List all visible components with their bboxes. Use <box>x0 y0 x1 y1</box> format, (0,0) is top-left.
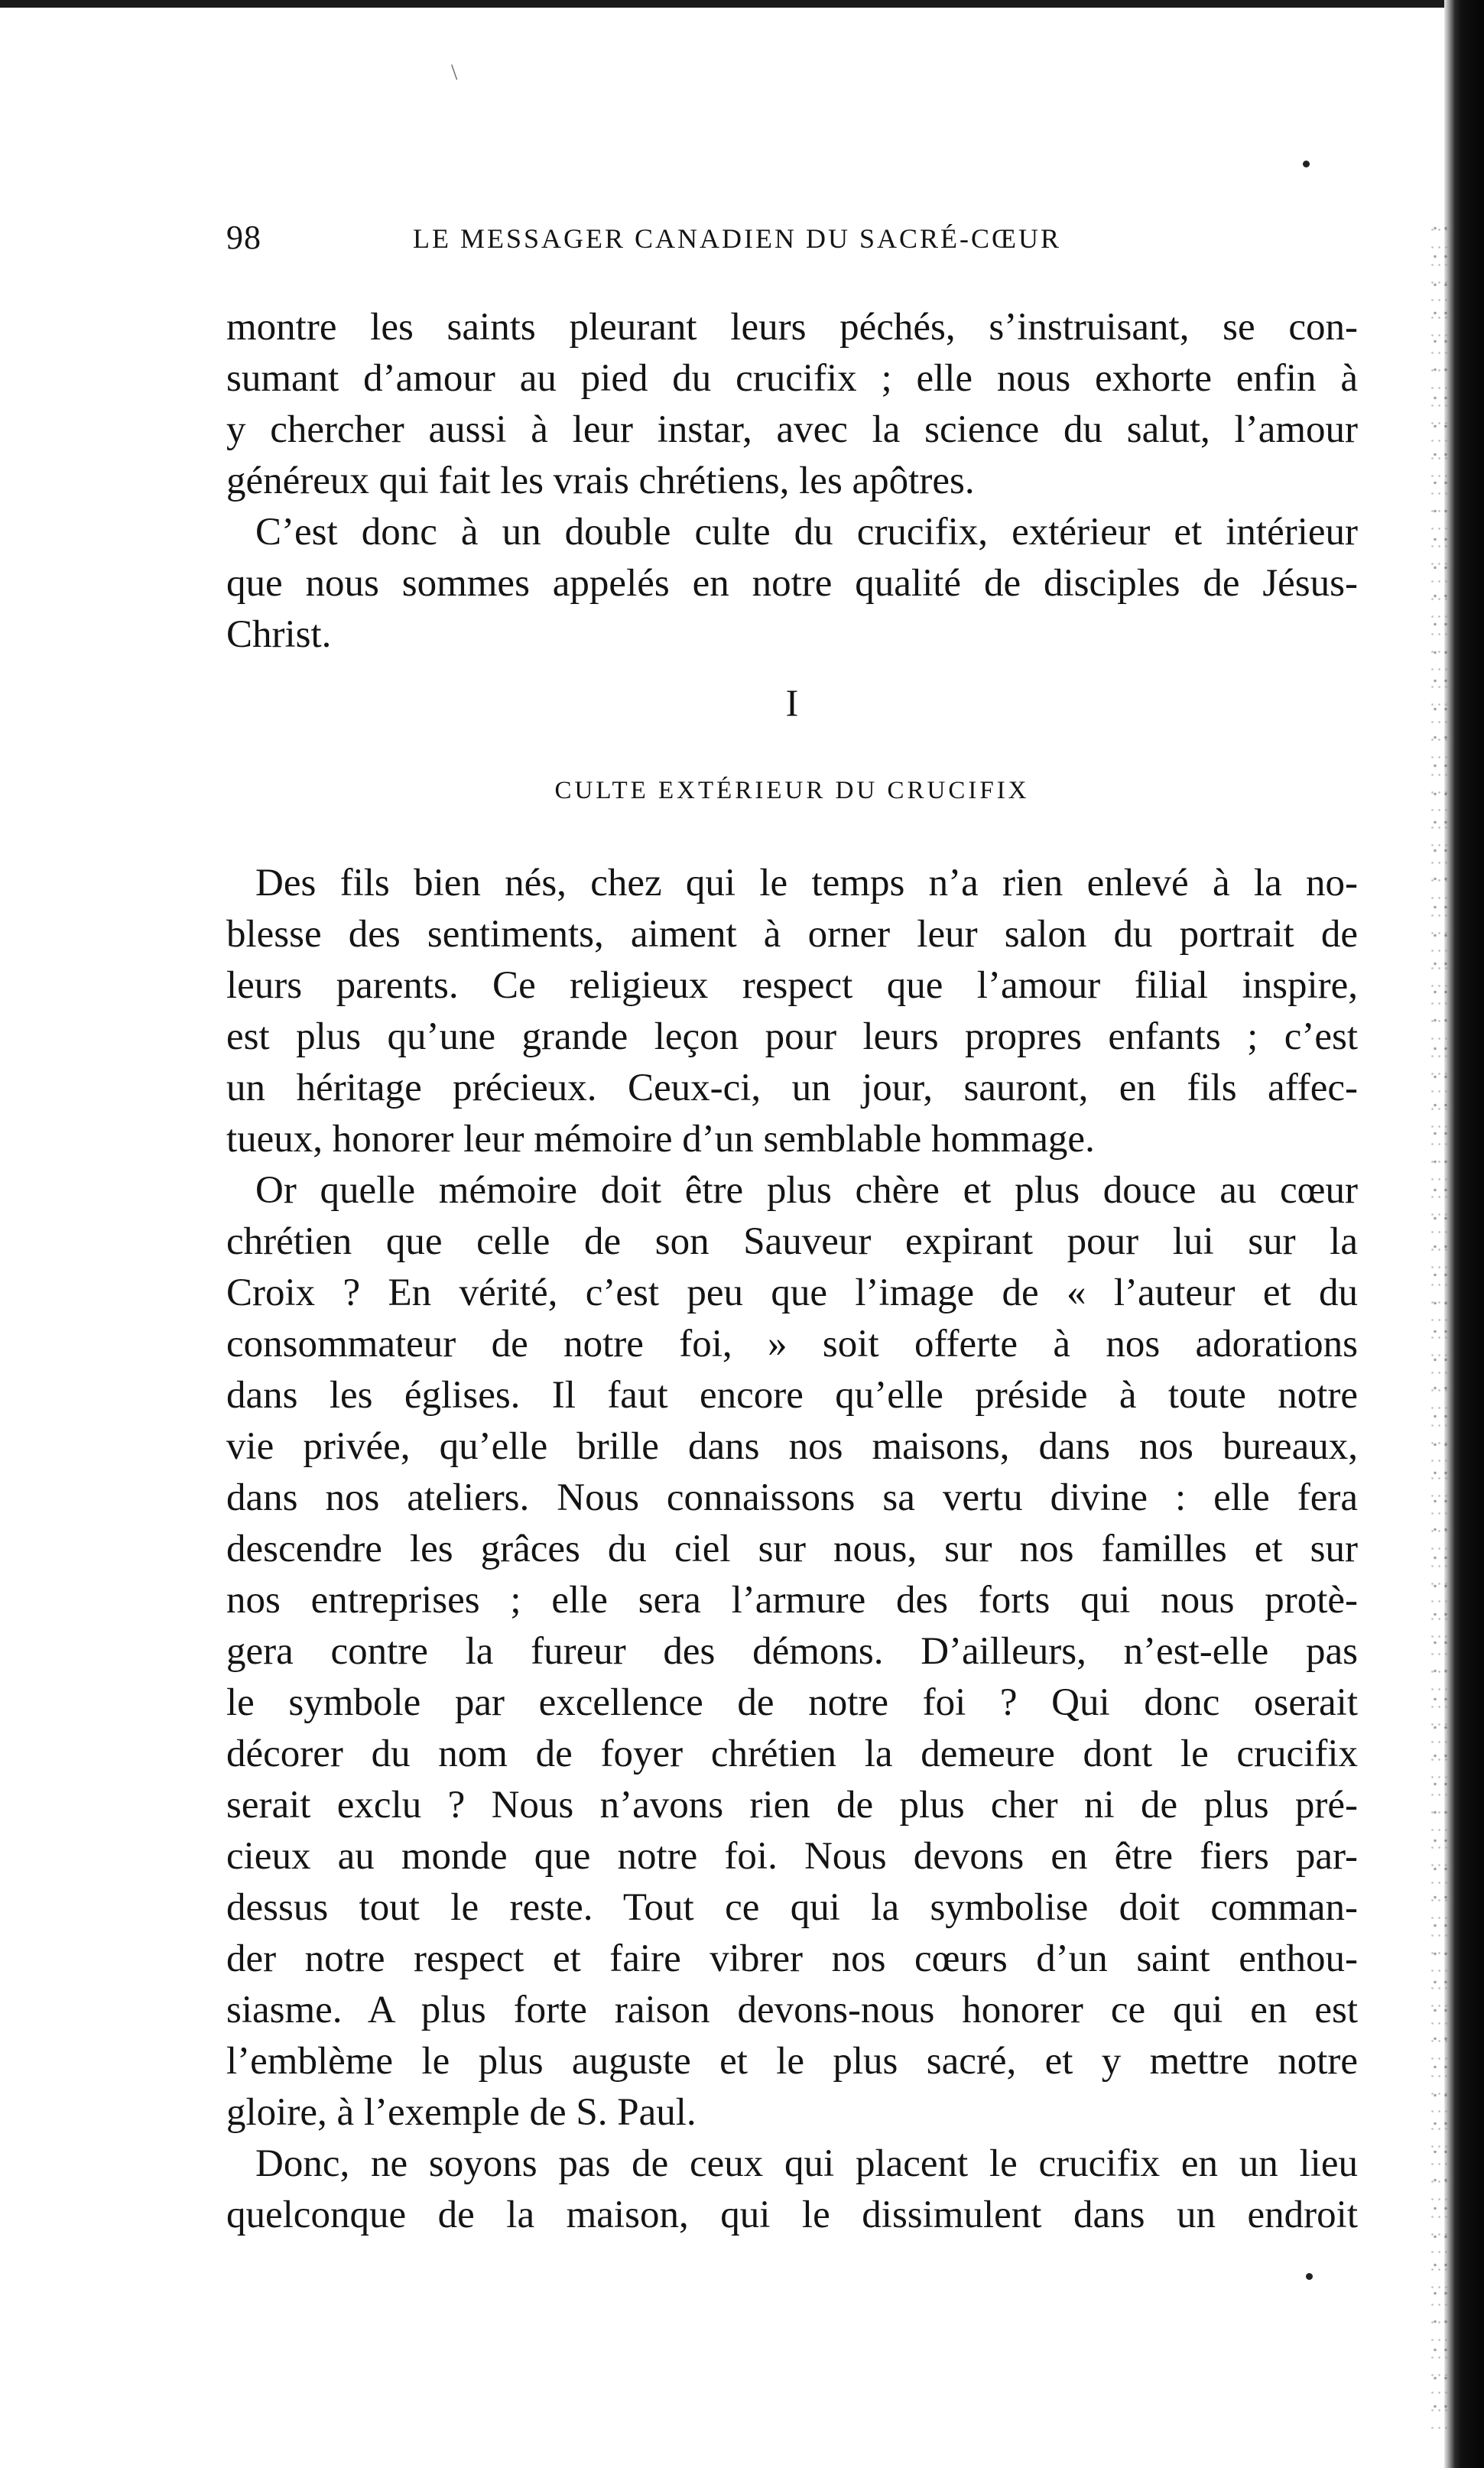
text-line: le symbole par excellence de notre foi ? Qui donc oserait <box>226 1681 1358 1724</box>
paragraph <box>226 1165 1358 2138</box>
ink-dot-top <box>1303 161 1310 167</box>
text-line: serait exclu ? Nous n’avons rien de plus cher ni de plus pré- <box>226 1784 1358 1827</box>
text-line: chrétien que celle de son Sauveur expirant pour lui sur la <box>226 1220 1358 1263</box>
paragraph <box>226 302 1358 507</box>
text-line: siasme. A plus forte raison devons-nous honorer ce qui en est <box>226 1989 1358 2031</box>
text-line: gloire, à l’exemple de S. Paul. <box>226 2091 697 2134</box>
text-line: montre les saints pleurant leurs péchés, s’instruisant, se con- <box>226 306 1358 349</box>
section-numeral: I <box>785 681 799 724</box>
page-number: 98 <box>226 219 261 256</box>
text-line: tueux, honorer leur mémoire d’un semblable hommage. <box>226 1118 1095 1161</box>
text-line: vie privée, qu’elle brille dans nos maisons, dans nos bureaux, <box>226 1425 1358 1468</box>
text-line: décorer du nom de foyer chrétien la demeure dont le crucifix <box>226 1732 1358 1775</box>
text-line: der notre respect et faire vibrer nos cœurs d’un saint enthou- <box>226 1937 1358 1980</box>
text-line: un héritage précieux. Ceux-ci, un jour, sauront, en fils affec- <box>226 1067 1358 1109</box>
text-line: cieux au monde que notre foi. Nous devons en être fiers par- <box>226 1835 1358 1878</box>
text-line: nos entreprises ; elle sera l’armure des forts qui nous protè- <box>226 1579 1358 1622</box>
text-line: dans nos ateliers. Nous connaissons sa vertu divine : elle fera <box>226 1476 1358 1519</box>
paragraph <box>226 2138 1358 2241</box>
text-line: Des fils bien nés, chez qui le temps n’a rien enlevé à la no- <box>255 862 1358 904</box>
text-line: leurs parents. Ce religieux respect que l’amour filial inspire, <box>226 964 1358 1007</box>
running-head <box>226 218 1358 264</box>
body-text <box>226 302 1358 2241</box>
journal-title: LE MESSAGER CANADIEN DU SACRÉ-CŒUR <box>413 223 1062 254</box>
text-line: quelconque de la maison, qui le dissimulent dans un endroit <box>226 2194 1358 2236</box>
text-line: l’emblème le plus auguste et le plus sacré, et y mettre notre <box>226 2040 1358 2083</box>
text-line: consommateur de notre foi, » soit offerte à nos adorations <box>226 1323 1358 1366</box>
text-line: Or quelle mémoire doit être plus chère et plus douce au cœur <box>255 1169 1358 1212</box>
text-line: dans les églises. Il faut encore qu’elle préside à toute notre <box>226 1374 1358 1417</box>
text-line: généreux qui fait les vrais chrétiens, les apôtres. <box>226 460 975 502</box>
text-line: Croix ? En vérité, c’est peu que l’image de « l’auteur et du <box>226 1271 1358 1314</box>
top-border-rule <box>0 0 1449 8</box>
text-line: est plus qu’une grande leçon pour leurs propres enfants ; c’est <box>226 1015 1358 1058</box>
text-line: gera contre la fureur des démons. D’ailleurs, n’est-elle pas <box>226 1630 1358 1673</box>
paragraph <box>226 507 1358 661</box>
text-line: que nous sommes appelés en notre qualité de disciples de Jésus- <box>226 562 1358 605</box>
ink-dot-bottom <box>1306 2273 1313 2280</box>
scan-specks <box>1427 214 1447 2431</box>
text-line: descendre les grâces du ciel sur nous, sur nos familles et sur <box>226 1528 1358 1570</box>
text-line: Donc, ne soyons pas de ceux qui placent le crucifix en un lieu <box>255 2142 1358 2185</box>
text-line: Christ. <box>226 613 332 656</box>
text-line: C’est donc à un double culte du crucifix, extérieur et intérieur <box>255 511 1358 554</box>
stray-mark: \ <box>451 60 458 85</box>
page-edge-shadow <box>1444 0 1484 2468</box>
text-line: blesse des sentiments, aiment à orner leur salon du portrait de <box>226 913 1358 956</box>
text-line: dessus tout le reste. Tout ce qui la symbolise doit comman- <box>226 1886 1358 1929</box>
section-title: CULTE EXTÉRIEUR DU CRUCIFIX <box>554 777 1030 804</box>
text-line: sumant d’amour au pied du crucifix ; elle nous exhorte enfin à <box>226 357 1358 400</box>
text-line: y chercher aussi à leur instar, avec la science du salut, l’amour <box>226 408 1358 451</box>
paragraph <box>226 858 1358 1165</box>
